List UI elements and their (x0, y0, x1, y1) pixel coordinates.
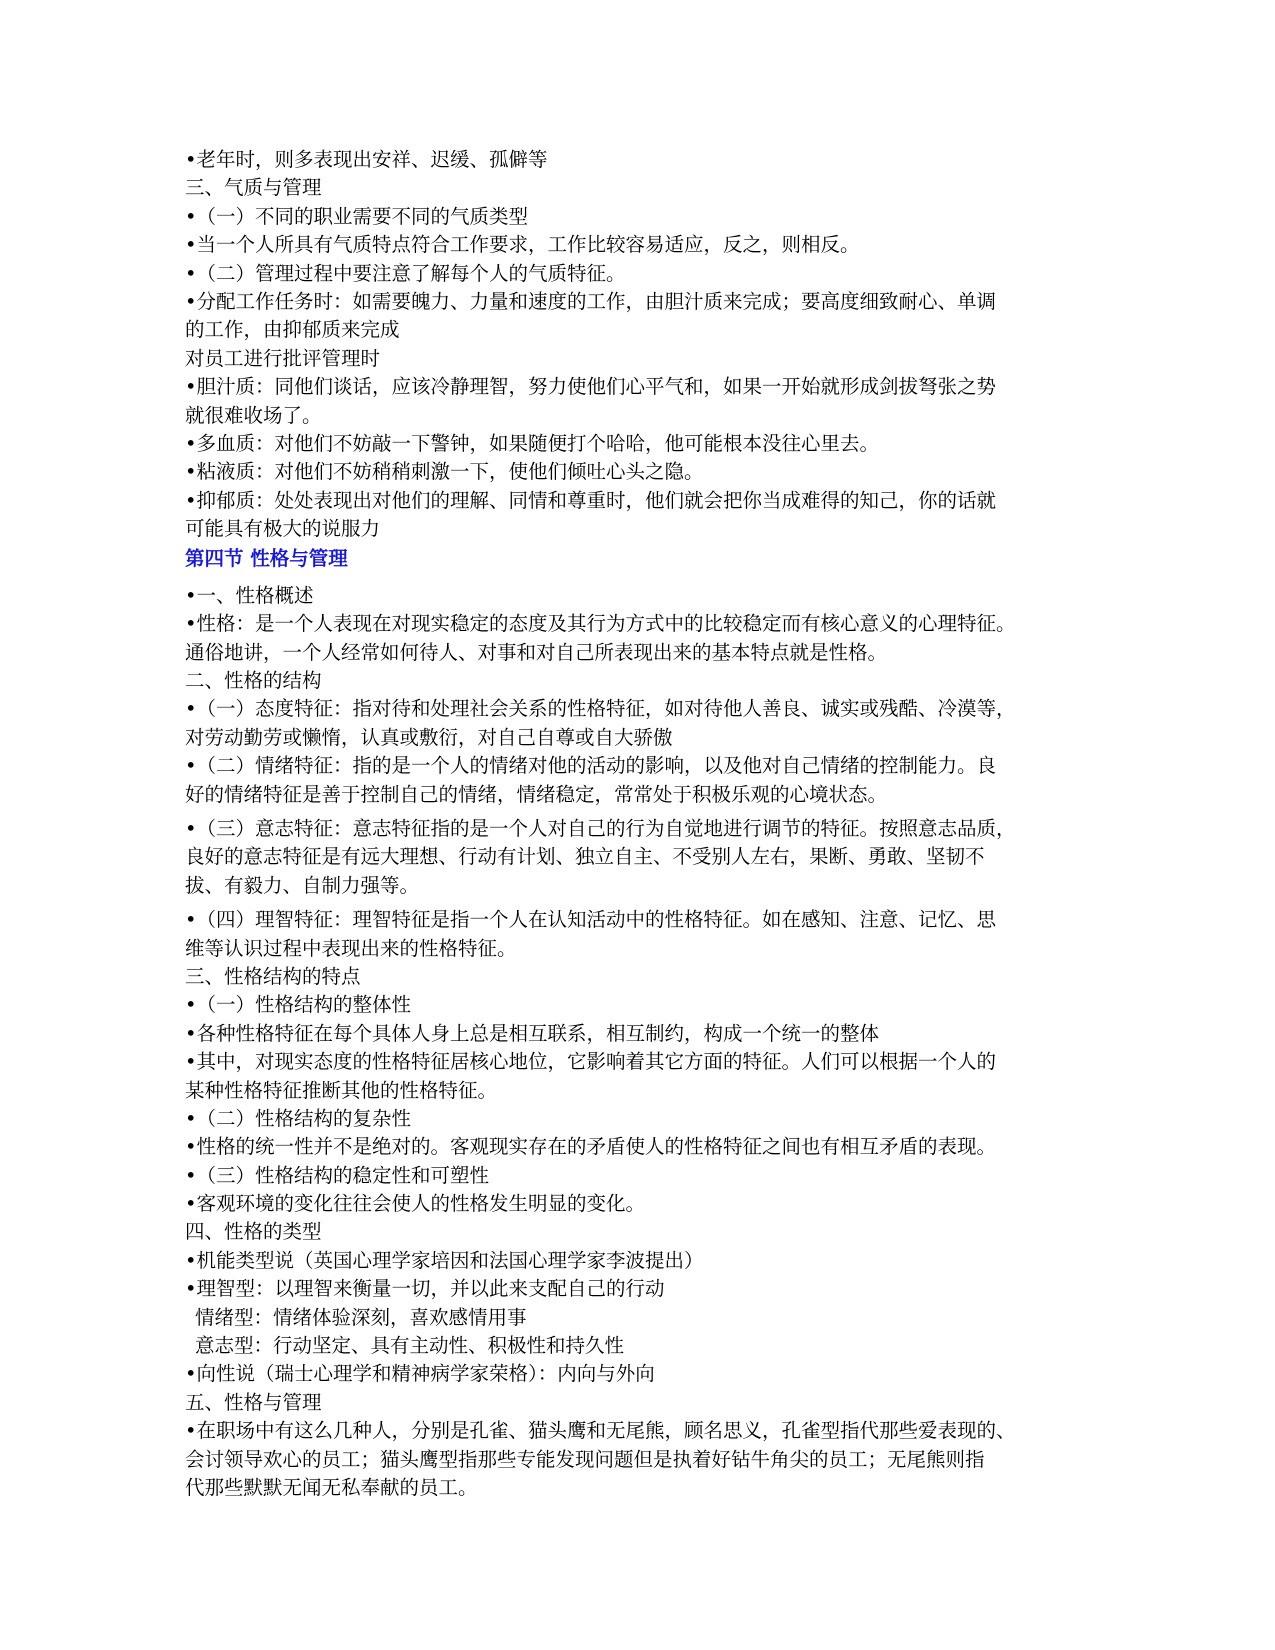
subheading: 五、性格与管理 (185, 1390, 322, 1414)
bullet-item: •抑郁质：处处表现出对他们的理解、同情和尊重时，他们就会把你当成难得的知己，你的话就 (185, 488, 997, 512)
bullet-item: •各种性格特征在每个具体人身上总是相互联系，相互制约，构成一个统一的整体 (185, 1021, 880, 1045)
text-line: 通俗地讲，一个人经常如何待人、对事和对自己所表现出来的基本特点就是性格。 (185, 640, 888, 664)
bullet-item: •（一）态度特征：指对待和处理社会关系的性格特征，如对待他人善良、诚实或残酷、冷漠等， (185, 697, 1016, 721)
text-line: 良好的意志特征是有远大理想、行动有计划、独立自主、不受别人左右，果断、勇敢、坚韧不 (185, 845, 985, 869)
bullet-item: •（三）性格结构的稳定性和可塑性 (185, 1163, 490, 1187)
subheading: 三、性格结构的特点 (185, 964, 361, 988)
text-line: 意志型：行动坚定、具有主动性、积极性和持久性 (195, 1334, 625, 1358)
bullet-item: •当一个人所具有气质特点符合工作要求，工作比较容易适应，反之，则相反。 (185, 233, 860, 257)
text-line: 拔、有毅力、自制力强等。 (185, 873, 420, 897)
bullet-item: •多血质：对他们不妨敲一下警钟，如果随便打个哈哈，他可能根本没往心里去。 (185, 431, 880, 455)
bullet-item: •（二）情绪特征：指的是一个人的情绪对他的活动的影响，以及他对自己情绪的控制能力。良 (185, 754, 997, 778)
bullet-item: •（一）不同的职业需要不同的气质类型 (185, 204, 529, 228)
bullet-item: •性格的统一性并不是绝对的。客观现实存在的矛盾使人的性格特征之间也有相互矛盾的表现。 (185, 1135, 997, 1159)
text-line: 对员工进行批评管理时 (185, 346, 381, 370)
bullet-item: •（一）性格结构的整体性 (185, 993, 412, 1017)
text-line: •老年时，则多表现出安祥、迟缓、孤僻等 (185, 148, 548, 171)
subheading: 四、性格的类型 (185, 1220, 322, 1244)
text-line: 会讨领导欢心的员工；猫头鹰型指那些专能发现问题但是执着好钻牛角尖的员工；无尾熊则指 (185, 1447, 985, 1471)
text-line: 的工作，由抑郁质来完成 (185, 318, 400, 342)
bullet-item: •（四）理智特征：理智特征是指一个人在认知活动中的性格特征。如在感知、注意、记忆、思 (185, 908, 997, 932)
text-line: 对劳动勤劳或懒惰，认真或敷衍，对自己自尊或自大骄傲 (185, 725, 673, 749)
text-line: 可能具有极大的说服力 (185, 517, 381, 541)
bullet-item: •（二）管理过程中要注意了解每个人的气质特征。 (185, 261, 626, 285)
section-heading: 第四节 性格与管理 (185, 547, 348, 571)
subheading: 二、性格的结构 (185, 669, 322, 693)
text-line: 情绪型：情绪体验深刻，喜欢感情用事 (195, 1305, 527, 1329)
bullet-item: •机能类型说（英国心理学家培因和法国心理学家李波提出） (185, 1248, 704, 1272)
subheading: 三、气质与管理 (185, 176, 322, 200)
bullet-item: •其中，对现实态度的性格特征居核心地位，它影响着其它方面的特征。人们可以根据一个人的 (185, 1050, 997, 1074)
document-body (185, 146, 1090, 1502)
bullet-item: •分配工作任务时：如需要魄力、力量和速度的工作，由胆汁质来完成；要高度细致耐心、单调 (185, 289, 997, 313)
bullet-item: •（二）性格结构的复杂性 (185, 1106, 412, 1130)
bullet-item: •（三）意志特征：意志特征指的是一个人对自己的行为自觉地进行调节的特征。按照意志品质， (185, 816, 1016, 840)
text-line: 代那些默默无闻无私奉献的员工。 (185, 1475, 478, 1499)
bullet-item: •胆汁质：同他们谈话，应该冷静理智，努力使他们心平气和，如果一开始就形成剑拔弩张之势 (185, 375, 997, 399)
text-line: 好的情绪特征是善于控制自己的情绪，情绪稳定，常常处于积极乐观的心境状态。 (185, 782, 888, 806)
bullet-item: •性格：是一个人表现在对现实稳定的态度及其行为方式中的比较稳定而有核心意义的心理特征。 (185, 612, 1016, 636)
bullet-item: •向性说（瑞士心理学和精神病学家荣格）：内向与外向 (185, 1362, 655, 1386)
bullet-item: •客观环境的变化往往会使人的性格发生明显的变化。 (185, 1192, 646, 1216)
bullet-item: •理智型：以理智来衡量一切，并以此来支配自己的行动 (185, 1277, 665, 1301)
bullet-item: •粘液质：对他们不妨稍稍刺激一下，使他们倾吐心头之隐。 (185, 460, 704, 484)
text-line: 某种性格特征推断其他的性格特征。 (185, 1078, 498, 1102)
text-line: 维等认识过程中表现出来的性格特征。 (185, 936, 517, 960)
bullet-item: •在职场中有这么几种人，分别是孔雀、猫头鹰和无尾熊，顾名思义，孔雀型指代那些爱表现的、 (185, 1419, 1016, 1443)
text-line: 就很难收场了。 (185, 403, 322, 427)
bullet-item: •一、性格概述 (185, 583, 314, 607)
